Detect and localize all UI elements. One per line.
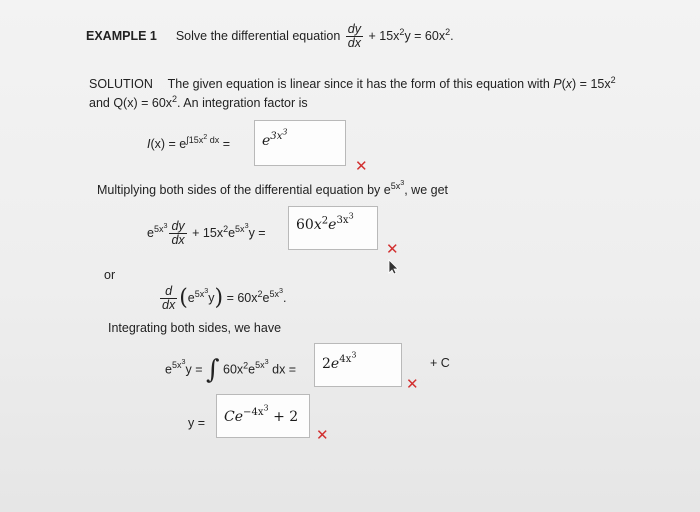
multiplied-equation-lhs: $e^{5x^3}$ $\frac{dy}{dx}$ + $15x^2e^{5x^3}y$ = bbox=[147, 219, 266, 248]
solution-label: SOLUTION bbox=[89, 77, 153, 91]
or-label: or bbox=[104, 268, 116, 282]
plus-constant: + C bbox=[430, 356, 450, 370]
multiplying-text: Multiplying both sides of the differential equation by $e^{5x^3}$, we get bbox=[97, 178, 449, 197]
example-label: EXAMPLE 1 bbox=[86, 28, 157, 43]
incorrect-mark-icon: ✕ bbox=[386, 240, 399, 258]
answer-box-integrating-factor[interactable]: $e^{3x^3}$ bbox=[254, 120, 346, 166]
incorrect-mark-icon: ✕ bbox=[406, 375, 419, 393]
incorrect-mark-icon: ✕ bbox=[316, 426, 329, 444]
solution-line-1 bbox=[89, 77, 616, 91]
example-text: Solve the differential equation bbox=[175, 28, 341, 43]
solution-line-2: and $Q(x) = 60x^2$. An integration factor is bbox=[89, 94, 308, 110]
answer-box-integral[interactable]: $2e^{4x^3}$ bbox=[314, 343, 402, 387]
arrow-cursor-icon bbox=[386, 259, 400, 275]
example-header bbox=[86, 23, 454, 50]
derivative-product-equation: $\frac{d}{dx}$ $(e^{5x^3}y) = 60x^2e^{5x^3}$. bbox=[162, 284, 287, 313]
integral-equation-lhs: $e^{5x^3}y$ = ∫ $60x^2e^{5x^3}$ dx = bbox=[165, 355, 297, 385]
example-derivative: $\frac{dy}{dx}$ bbox=[347, 22, 361, 51]
integrating-text: Integrating both sides, we have bbox=[108, 321, 282, 335]
integrating-factor-lhs: $I(x) = e^{\int 15x^2 dx}$ = bbox=[147, 132, 231, 151]
incorrect-mark-icon: ✕ bbox=[355, 157, 368, 175]
example-equation-rest: + $15x^2y = 60x^2$. bbox=[368, 26, 454, 43]
solution-y-lhs: y = bbox=[188, 416, 206, 430]
answer-box-solution-y[interactable]: $Ce^{-4x^3} + 2$ bbox=[216, 394, 310, 438]
solution-text-1: The given equation is linear since it has the form of this equation with $P(x) = 15x^2$ bbox=[167, 75, 616, 91]
answer-box-multiplied-rhs[interactable]: $60x^2e^{3x^3}$ bbox=[288, 206, 378, 250]
